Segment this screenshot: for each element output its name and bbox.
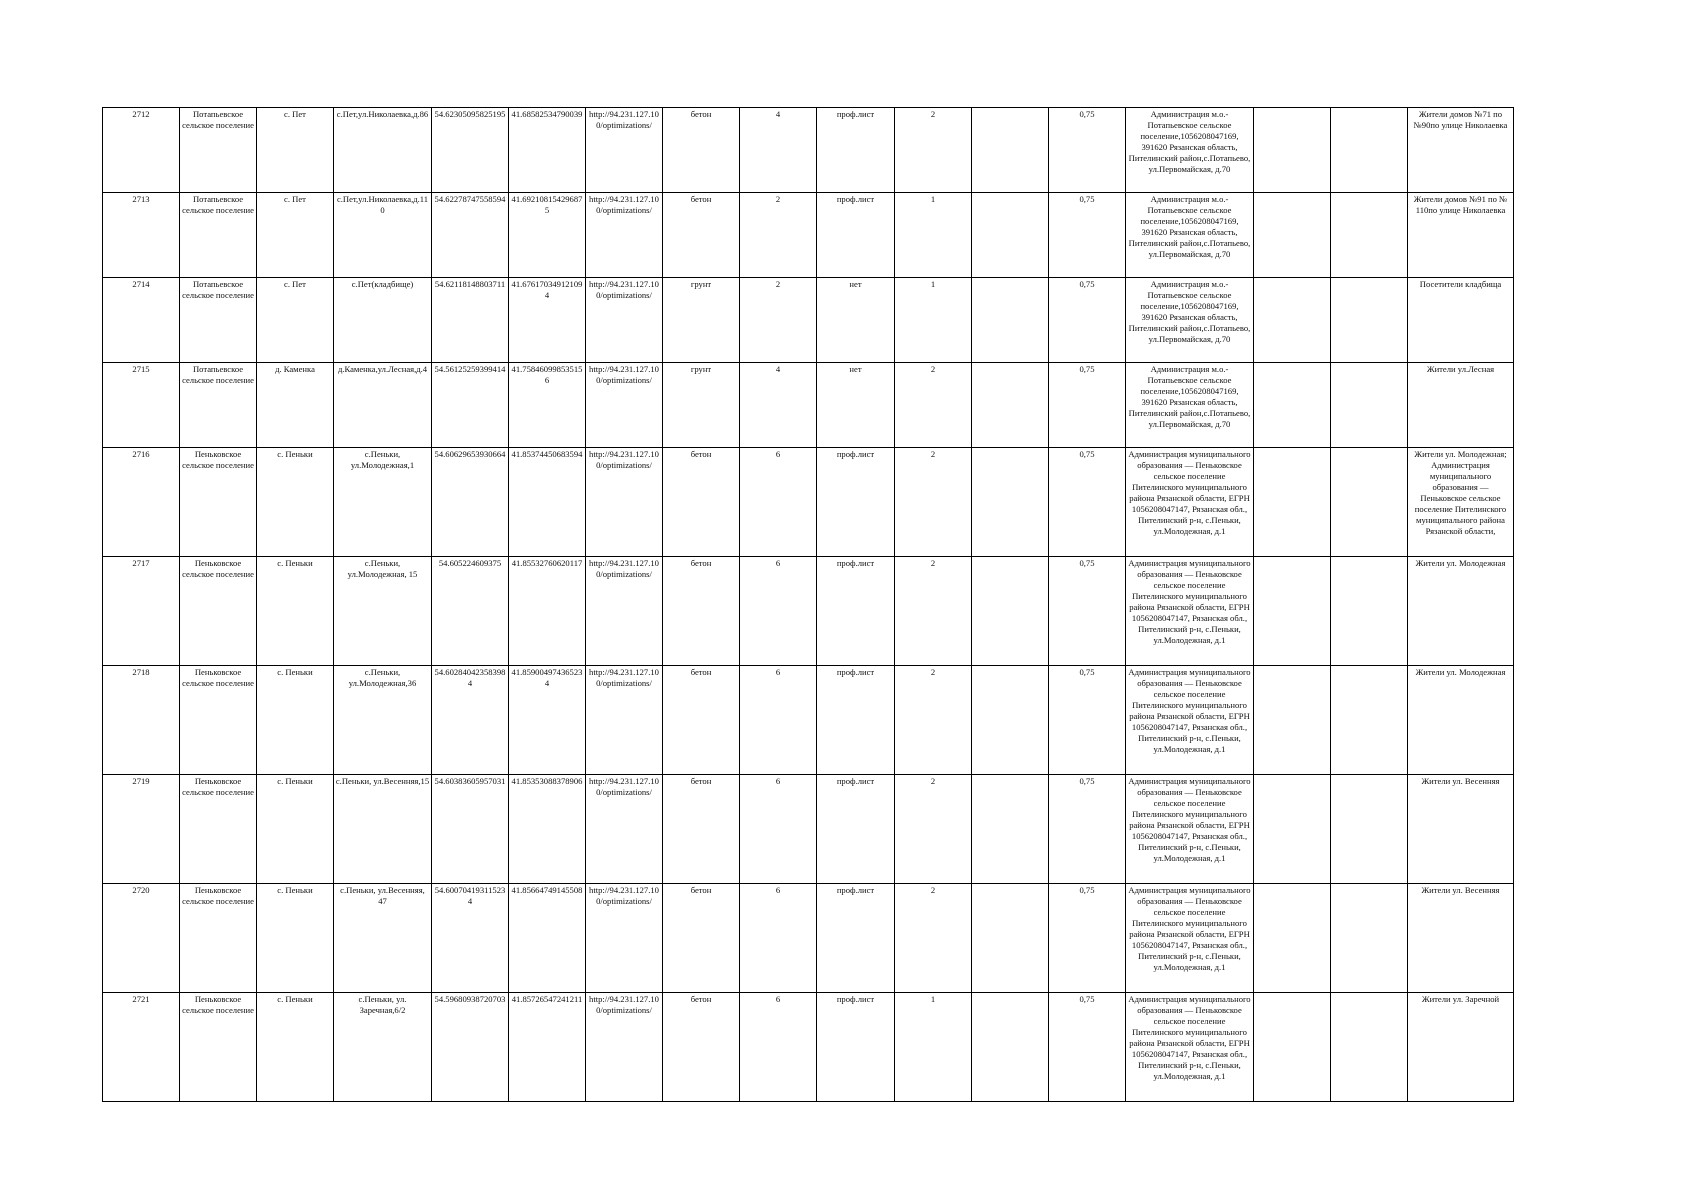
empty-cell	[1331, 993, 1408, 1102]
locality-cell: д. Каменка	[257, 363, 334, 448]
map-link-cell: http://94.231.127.100/optimizations/	[586, 448, 663, 557]
waste-sources-cell: Жители ул. Весенняя	[1408, 775, 1514, 884]
settlement-cell: Пеньковское сельское поселение	[180, 557, 257, 666]
registry-table-body	[103, 108, 1514, 1102]
area-cell: 6	[740, 775, 817, 884]
address-cell: с.Пеньки, ул.Молодежная,36	[334, 666, 432, 775]
longitude-cell: 41.676170349121094	[509, 278, 586, 363]
row-number-cell: 2713	[103, 193, 180, 278]
owner-cell: Администрация муниципального образования — Пеньковское сельское поселение Пителинского муниципального района Рязанской области, ЕГРН 1056208047147, Рязанская обл., Пителинский р-н, с.Пеньки, ул.Молодежная, д.1	[1126, 884, 1254, 993]
surface-cell: бетон	[663, 557, 740, 666]
address-cell: с.Пеньки, ул.Весенняя, 47	[334, 884, 432, 993]
waste-sources-cell: Жители ул.Лесная	[1408, 363, 1514, 448]
volume-cell: 0,75	[1049, 278, 1126, 363]
owner-cell: Администрация муниципального образования — Пеньковское сельское поселение Пителинского муниципального района Рязанской области, ЕГРН 1056208047147, Рязанская обл., Пителинский р-н, с.Пеньки, ул.Молодежная, д.1	[1126, 448, 1254, 557]
settlement-cell: Пеньковское сельское поселение	[180, 666, 257, 775]
fence-cell: проф.лист	[817, 448, 895, 557]
address-cell: с.Пет(кладбище)	[334, 278, 432, 363]
empty-cell	[1254, 993, 1331, 1102]
containers-cell: 2	[895, 884, 972, 993]
empty-cell	[1331, 557, 1408, 666]
row-number-cell: 2716	[103, 448, 180, 557]
settlement-cell: Пеньковское сельское поселение	[180, 993, 257, 1102]
empty-cell	[1331, 448, 1408, 557]
surface-cell: бетон	[663, 993, 740, 1102]
empty-cell	[1254, 193, 1331, 278]
map-link-cell: http://94.231.127.100/optimizations/	[586, 278, 663, 363]
address-cell: д.Каменка,ул.Лесная,д.4	[334, 363, 432, 448]
empty-cell	[1331, 108, 1408, 193]
volume-cell: 0,75	[1049, 363, 1126, 448]
owner-cell: Администрация м.о.-Потапьевское сельское поселение,1056208047169, 391620 Рязанская область, Пителинский район,с.Потапьево, ул.Первомайская, д.70	[1126, 108, 1254, 193]
volume-cell: 0,75	[1049, 557, 1126, 666]
empty-cell	[1331, 278, 1408, 363]
containers-cell: 2	[895, 557, 972, 666]
table-row	[103, 993, 1514, 1102]
empty-cell	[1254, 108, 1331, 193]
table-row	[103, 448, 1514, 557]
area-cell: 6	[740, 448, 817, 557]
latitude-cell: 54.62118148803711	[432, 278, 509, 363]
longitude-cell: 41.68582534790039	[509, 108, 586, 193]
volume-cell: 0,75	[1049, 108, 1126, 193]
empty-cell	[972, 193, 1049, 278]
table-row	[103, 666, 1514, 775]
volume-cell: 0,75	[1049, 193, 1126, 278]
waste-sources-cell: Жители ул. Заречной	[1408, 993, 1514, 1102]
row-number-cell: 2712	[103, 108, 180, 193]
settlement-cell: Потапьевское сельское поселение	[180, 193, 257, 278]
map-link-cell: http://94.231.127.100/optimizations/	[586, 993, 663, 1102]
row-number-cell: 2715	[103, 363, 180, 448]
latitude-cell: 54.602840423583984	[432, 666, 509, 775]
area-cell: 2	[740, 193, 817, 278]
empty-cell	[972, 557, 1049, 666]
table-row	[103, 775, 1514, 884]
empty-cell	[972, 448, 1049, 557]
address-cell: с.Пеньки, ул.Весенняя,15	[334, 775, 432, 884]
longitude-cell: 41.85532760620117	[509, 557, 586, 666]
surface-cell: бетон	[663, 108, 740, 193]
locality-cell: с. Пеньки	[257, 993, 334, 1102]
surface-cell: грунт	[663, 278, 740, 363]
empty-cell	[1331, 363, 1408, 448]
waste-sources-cell: Посетители кладбища	[1408, 278, 1514, 363]
containers-cell: 1	[895, 193, 972, 278]
address-cell: с.Пет,ул.Николаевка,д.110	[334, 193, 432, 278]
volume-cell: 0,75	[1049, 993, 1126, 1102]
waste-sources-cell: Жители ул. Молодежная	[1408, 557, 1514, 666]
map-link-cell: http://94.231.127.100/optimizations/	[586, 193, 663, 278]
locality-cell: с. Пеньки	[257, 557, 334, 666]
row-number-cell: 2720	[103, 884, 180, 993]
area-cell: 6	[740, 666, 817, 775]
containers-cell: 2	[895, 666, 972, 775]
fence-cell: нет	[817, 363, 895, 448]
empty-cell	[1254, 884, 1331, 993]
latitude-cell: 54.62305095825195	[432, 108, 509, 193]
row-number-cell: 2719	[103, 775, 180, 884]
address-cell: с.Пет,ул.Николаевка,д.86	[334, 108, 432, 193]
owner-cell: Администрация муниципального образования — Пеньковское сельское поселение Пителинского муниципального района Рязанской области, ЕГРН 1056208047147, Рязанская обл., Пителинский р-н, с.Пеньки, ул.Молодежная, д.1	[1126, 775, 1254, 884]
longitude-cell: 41.85374450683594	[509, 448, 586, 557]
longitude-cell: 41.692108154296875	[509, 193, 586, 278]
locality-cell: с. Пет	[257, 108, 334, 193]
latitude-cell: 54.62278747558594	[432, 193, 509, 278]
locality-cell: с. Пеньки	[257, 666, 334, 775]
fence-cell: проф.лист	[817, 557, 895, 666]
locality-cell: с. Пеньки	[257, 448, 334, 557]
locality-cell: с. Пеньки	[257, 884, 334, 993]
empty-cell	[1331, 775, 1408, 884]
fence-cell: нет	[817, 278, 895, 363]
volume-cell: 0,75	[1049, 666, 1126, 775]
table-row	[103, 278, 1514, 363]
settlement-cell: Потапьевское сельское поселение	[180, 363, 257, 448]
area-cell: 6	[740, 993, 817, 1102]
empty-cell	[972, 363, 1049, 448]
owner-cell: Администрация м.о.-Потапьевское сельское поселение,1056208047169, 391620 Рязанская область, Пителинский район,с.Потапьево, ул.Первомайская, д.70	[1126, 193, 1254, 278]
longitude-cell: 41.85353088378906	[509, 775, 586, 884]
table-row	[103, 884, 1514, 993]
latitude-cell: 54.605224609375	[432, 557, 509, 666]
waste-sources-cell: Жители ул. Молодежная	[1408, 666, 1514, 775]
table-row	[103, 557, 1514, 666]
fence-cell: проф.лист	[817, 775, 895, 884]
row-number-cell: 2717	[103, 557, 180, 666]
area-cell: 6	[740, 557, 817, 666]
locality-cell: с. Пеньки	[257, 775, 334, 884]
empty-cell	[972, 775, 1049, 884]
empty-cell	[1254, 448, 1331, 557]
containers-cell: 2	[895, 448, 972, 557]
fence-cell: проф.лист	[817, 108, 895, 193]
empty-cell	[1254, 775, 1331, 884]
row-number-cell: 2714	[103, 278, 180, 363]
volume-cell: 0,75	[1049, 775, 1126, 884]
empty-cell	[972, 278, 1049, 363]
table-row	[103, 193, 1514, 278]
owner-cell: Администрация муниципального образования — Пеньковское сельское поселение Пителинского муниципального района Рязанской области, ЕГРН 1056208047147, Рязанская обл., Пителинский р-н, с.Пеньки, ул.Молодежная, д.1	[1126, 666, 1254, 775]
empty-cell	[1254, 666, 1331, 775]
registry-table	[102, 107, 1514, 1102]
map-link-cell: http://94.231.127.100/optimizations/	[586, 775, 663, 884]
fence-cell: проф.лист	[817, 193, 895, 278]
empty-cell	[1331, 193, 1408, 278]
address-cell: с.Пеньки, ул. Заречная,6/2	[334, 993, 432, 1102]
waste-sources-cell: Жители ул. Молодежная; Администрация муниципального образования — Пеньковское сельское поселение Пителинского муниципального района Рязанской области,	[1408, 448, 1514, 557]
surface-cell: бетон	[663, 775, 740, 884]
surface-cell: бетон	[663, 666, 740, 775]
surface-cell: бетон	[663, 448, 740, 557]
surface-cell: бетон	[663, 884, 740, 993]
volume-cell: 0,75	[1049, 448, 1126, 557]
empty-cell	[1254, 557, 1331, 666]
area-cell: 6	[740, 884, 817, 993]
containers-cell: 1	[895, 993, 972, 1102]
owner-cell: Администрация муниципального образования — Пеньковское сельское поселение Пителинского муниципального района Рязанской области, ЕГРН 1056208047147, Рязанская обл., Пителинский р-н, с.Пеньки, ул.Молодежная, д.1	[1126, 993, 1254, 1102]
empty-cell	[1331, 666, 1408, 775]
latitude-cell: 54.59680938720703	[432, 993, 509, 1102]
fence-cell: проф.лист	[817, 884, 895, 993]
map-link-cell: http://94.231.127.100/optimizations/	[586, 884, 663, 993]
map-link-cell: http://94.231.127.100/optimizations/	[586, 666, 663, 775]
fence-cell: проф.лист	[817, 993, 895, 1102]
surface-cell: бетон	[663, 193, 740, 278]
area-cell: 4	[740, 363, 817, 448]
empty-cell	[972, 884, 1049, 993]
map-link-cell: http://94.231.127.100/optimizations/	[586, 363, 663, 448]
area-cell: 4	[740, 108, 817, 193]
empty-cell	[1254, 278, 1331, 363]
waste-sources-cell: Жители ул. Весенняя	[1408, 884, 1514, 993]
latitude-cell: 54.60629653930664	[432, 448, 509, 557]
empty-cell	[972, 993, 1049, 1102]
longitude-cell: 41.85664749145508	[509, 884, 586, 993]
address-cell: с.Пеньки, ул.Молодежная, 15	[334, 557, 432, 666]
waste-sources-cell: Жители домов №91 по № 110по улице Николаевка	[1408, 193, 1514, 278]
locality-cell: с. Пет	[257, 278, 334, 363]
row-number-cell: 2718	[103, 666, 180, 775]
surface-cell: грунт	[663, 363, 740, 448]
empty-cell	[972, 108, 1049, 193]
latitude-cell: 54.56125259399414	[432, 363, 509, 448]
settlement-cell: Пеньковское сельское поселение	[180, 775, 257, 884]
containers-cell: 2	[895, 775, 972, 884]
table-row	[103, 363, 1514, 448]
empty-cell	[1331, 884, 1408, 993]
locality-cell: с. Пет	[257, 193, 334, 278]
longitude-cell: 41.859004974365234	[509, 666, 586, 775]
owner-cell: Администрация м.о.-Потапьевское сельское поселение,1056208047169, 391620 Рязанская область, Пителинский район,с.Потапьево, ул.Первомайская, д.70	[1126, 278, 1254, 363]
owner-cell: Администрация м.о.-Потапьевское сельское поселение,1056208047169, 391620 Рязанская область, Пителинский район,с.Потапьево, ул.Первомайская, д.70	[1126, 363, 1254, 448]
area-cell: 2	[740, 278, 817, 363]
settlement-cell: Потапьевское сельское поселение	[180, 108, 257, 193]
owner-cell: Администрация муниципального образования — Пеньковское сельское поселение Пителинского муниципального района Рязанской области, ЕГРН 1056208047147, Рязанская обл., Пителинский р-н, с.Пеньки, ул.Молодежная, д.1	[1126, 557, 1254, 666]
settlement-cell: Пеньковское сельское поселение	[180, 884, 257, 993]
settlement-cell: Потапьевское сельское поселение	[180, 278, 257, 363]
map-link-cell: http://94.231.127.100/optimizations/	[586, 557, 663, 666]
containers-cell: 1	[895, 278, 972, 363]
latitude-cell: 54.600704193115234	[432, 884, 509, 993]
waste-sources-cell: Жители домов №71 по №90по улице Николаевка	[1408, 108, 1514, 193]
map-link-cell: http://94.231.127.100/optimizations/	[586, 108, 663, 193]
row-number-cell: 2721	[103, 993, 180, 1102]
empty-cell	[1254, 363, 1331, 448]
containers-cell: 2	[895, 363, 972, 448]
fence-cell: проф.лист	[817, 666, 895, 775]
address-cell: с.Пеньки, ул.Молодежная,1	[334, 448, 432, 557]
settlement-cell: Пеньковское сельское поселение	[180, 448, 257, 557]
empty-cell	[972, 666, 1049, 775]
longitude-cell: 41.758460998535156	[509, 363, 586, 448]
latitude-cell: 54.60383605957031	[432, 775, 509, 884]
table-row	[103, 108, 1514, 193]
containers-cell: 2	[895, 108, 972, 193]
volume-cell: 0,75	[1049, 884, 1126, 993]
longitude-cell: 41.85726547241211	[509, 993, 586, 1102]
